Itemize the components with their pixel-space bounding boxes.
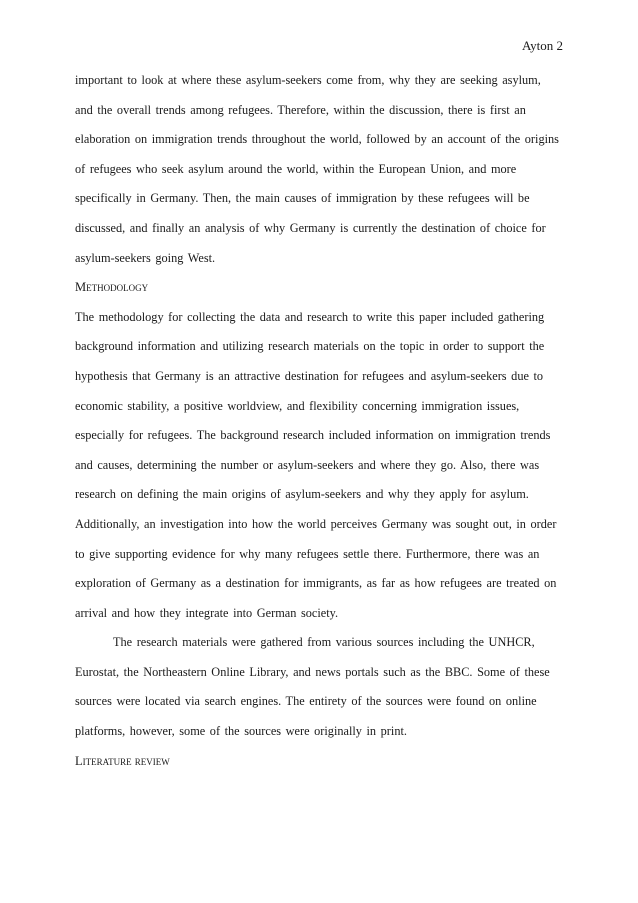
text-line: background information and utilizing research materials on the topic in order to support the <box>75 339 545 354</box>
text-line: discussed, and finally an analysis of why Germany is currently the destination of choice for <box>75 220 546 235</box>
text-line: asylum-seekers going West. <box>75 250 216 265</box>
paragraph-intro <box>75 66 565 273</box>
text-line: especially for refugees. The background research included information on immigration trends <box>75 428 551 443</box>
section-heading-literature-review: Literature review <box>75 753 170 768</box>
text-line: Additionally, an investigation into how the world perceives Germany was sought out, in order <box>75 516 557 531</box>
text-line: important to look at where these asylum-seekers come from, why they are seeking asylum, <box>75 73 541 87</box>
text-line: Eurostat, the Northeastern Online Library, and news portals such as the BBC. Some of these <box>75 664 550 679</box>
text-line: and the overall trends among refugees. Therefore, within the discussion, there is first an <box>75 102 526 117</box>
text-line: arrival and how they integrate into German society. <box>75 605 339 620</box>
text-line: elaboration on immigration trends throughout the world, followed by an account of the origins <box>75 132 559 147</box>
body-text <box>75 66 565 776</box>
text-line: to give supporting evidence for why many refugees settle there. Furthermore, there was an <box>75 546 540 561</box>
section-heading-methodology: Methodology <box>75 280 149 295</box>
paragraph-sources <box>75 628 565 746</box>
text-line: of refugees who seek asylum around the world, within the European Union, and more <box>75 161 517 176</box>
text-line: economic stability, a positive worldview, and flexibility concerning immigration issues, <box>75 398 520 413</box>
running-head: Ayton 2 <box>521 38 563 53</box>
paragraph-methodology <box>75 303 565 629</box>
text-line: The research materials were gathered from various sources including the UNHCR, <box>113 635 535 650</box>
text-line: research on defining the main origins of asylum-seekers and why they apply for asylum. <box>75 487 529 502</box>
text-line: and causes, determining the number or asylum-seekers and where they go. Also, there was <box>75 457 540 472</box>
text-line: exploration of Germany as a destination for immigrants, as far as how refugees are treated on <box>75 576 557 591</box>
text-line: specifically in Germany. Then, the main causes of immigration by these refugees will be <box>75 191 530 206</box>
text-line: The methodology for collecting the data and research to write this paper included gathering <box>75 309 545 324</box>
text-line: platforms, however, some of the sources were originally in print. <box>75 724 407 739</box>
text-line: sources were located via search engines. The entirety of the sources were found on online <box>75 694 537 709</box>
text-line: hypothesis that Germany is an attractive destination for refugees and asylum-seekers due to <box>75 368 544 383</box>
